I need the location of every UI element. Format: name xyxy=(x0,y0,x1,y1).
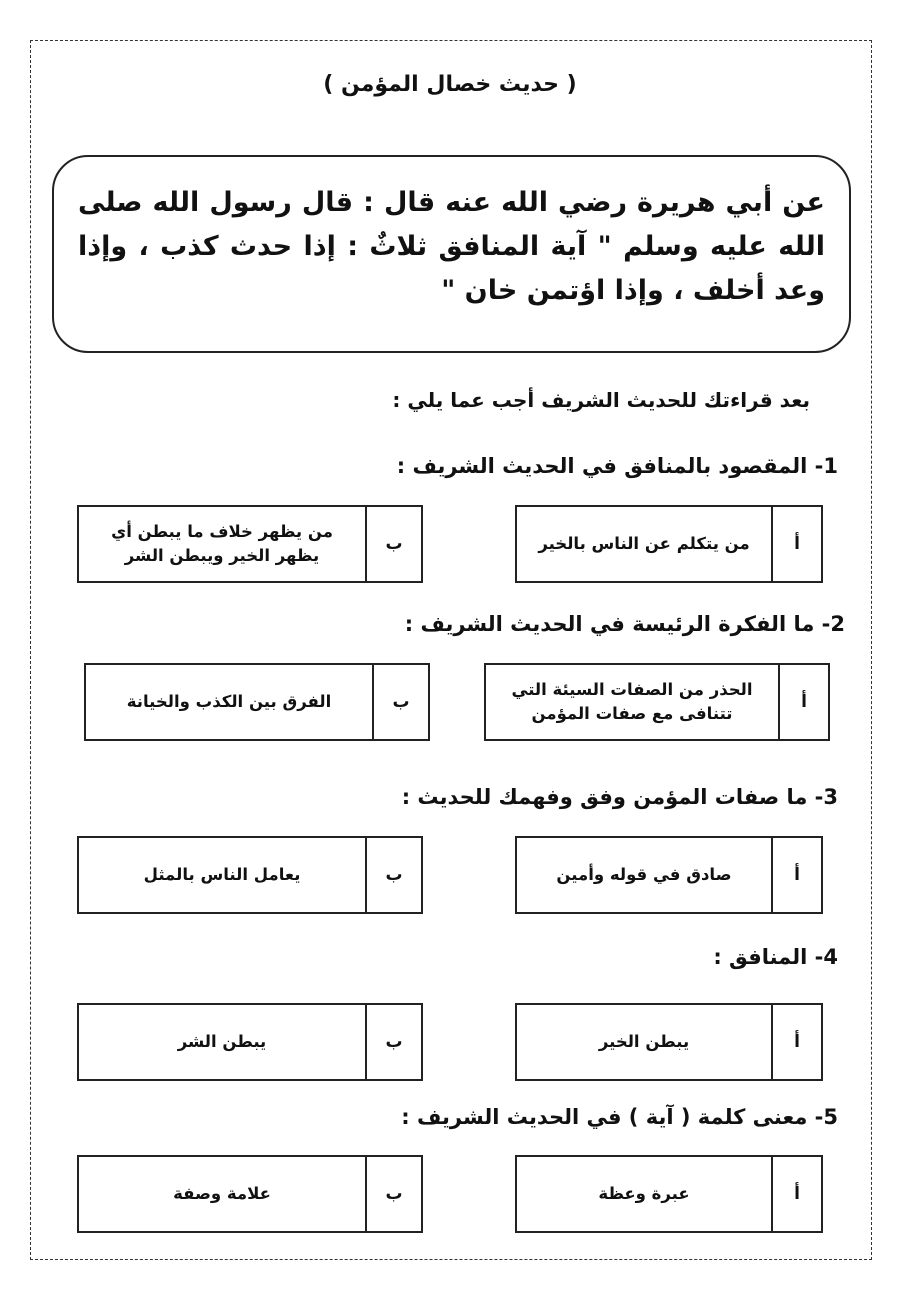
question-2: 2- ما الفكرة الرئيسة في الحديث الشريف : xyxy=(404,612,845,636)
question-1: 1- المقصود بالمنافق في الحديث الشريف : xyxy=(396,454,838,478)
question-5-option-a[interactable] xyxy=(515,1155,823,1233)
question-5: 5- معنى كلمة ( آية ) في الحديث الشريف : xyxy=(401,1105,838,1129)
question-4-option-b[interactable] xyxy=(77,1003,423,1081)
option-text: علامة وصفة xyxy=(173,1184,271,1203)
option-text: يبطن الخير xyxy=(598,1032,690,1051)
hadith-box: عن أبي هريرة رضي الله عنه قال : قال رسول الله صلى الله عليه وسلم " آية المنافق ثلاثٌ : إذا حدث كذب ، وإذا وعد أخلف ، وإذا اؤتمن خان " xyxy=(52,155,851,353)
option-letter: ب xyxy=(365,1157,421,1231)
option-text: يبطن الشر xyxy=(177,1032,267,1051)
question-3-option-a[interactable] xyxy=(515,836,823,914)
page-title: ( حديث خصال المؤمن ) xyxy=(323,72,577,97)
option-text: الفرق بين الكذب والخيانة xyxy=(126,692,332,711)
option-text: من يتكلم عن الناس بالخير xyxy=(538,534,750,553)
option-letter: أ xyxy=(771,838,821,912)
option-letter: أ xyxy=(771,1005,821,1079)
option-text: صادق في قوله وأمين xyxy=(556,865,732,884)
option-letter: ب xyxy=(365,507,421,581)
instructions: بعد قراءتك للحديث الشريف أجب عما يلي : xyxy=(392,388,810,412)
option-text: عبرة وعظة xyxy=(598,1184,690,1203)
question-2-option-b[interactable] xyxy=(84,663,430,741)
option-letter: ب xyxy=(365,838,421,912)
question-1-option-a[interactable] xyxy=(515,505,823,583)
option-text: من يظهر خلاف ما يبطن أي يظهر الخير ويبطن الشر xyxy=(111,522,333,565)
question-4: 4- المنافق : xyxy=(713,945,838,969)
question-3-option-b[interactable] xyxy=(77,836,423,914)
question-2-option-a[interactable] xyxy=(484,663,830,741)
question-4-option-a[interactable] xyxy=(515,1003,823,1081)
option-letter: ب xyxy=(372,665,428,739)
question-3: 3- ما صفات المؤمن وفق وفهمك للحديث : xyxy=(401,785,838,809)
question-1-option-b[interactable] xyxy=(77,505,423,583)
option-letter: أ xyxy=(778,665,828,739)
option-letter: أ xyxy=(771,507,821,581)
option-text: الحذر من الصفات السيئة التي تتنافى مع صفات المؤمن xyxy=(511,680,753,723)
option-text: يعامل الناس بالمثل xyxy=(143,865,301,884)
option-letter: أ xyxy=(771,1157,821,1231)
option-letter: ب xyxy=(365,1005,421,1079)
question-5-option-b[interactable] xyxy=(77,1155,423,1233)
